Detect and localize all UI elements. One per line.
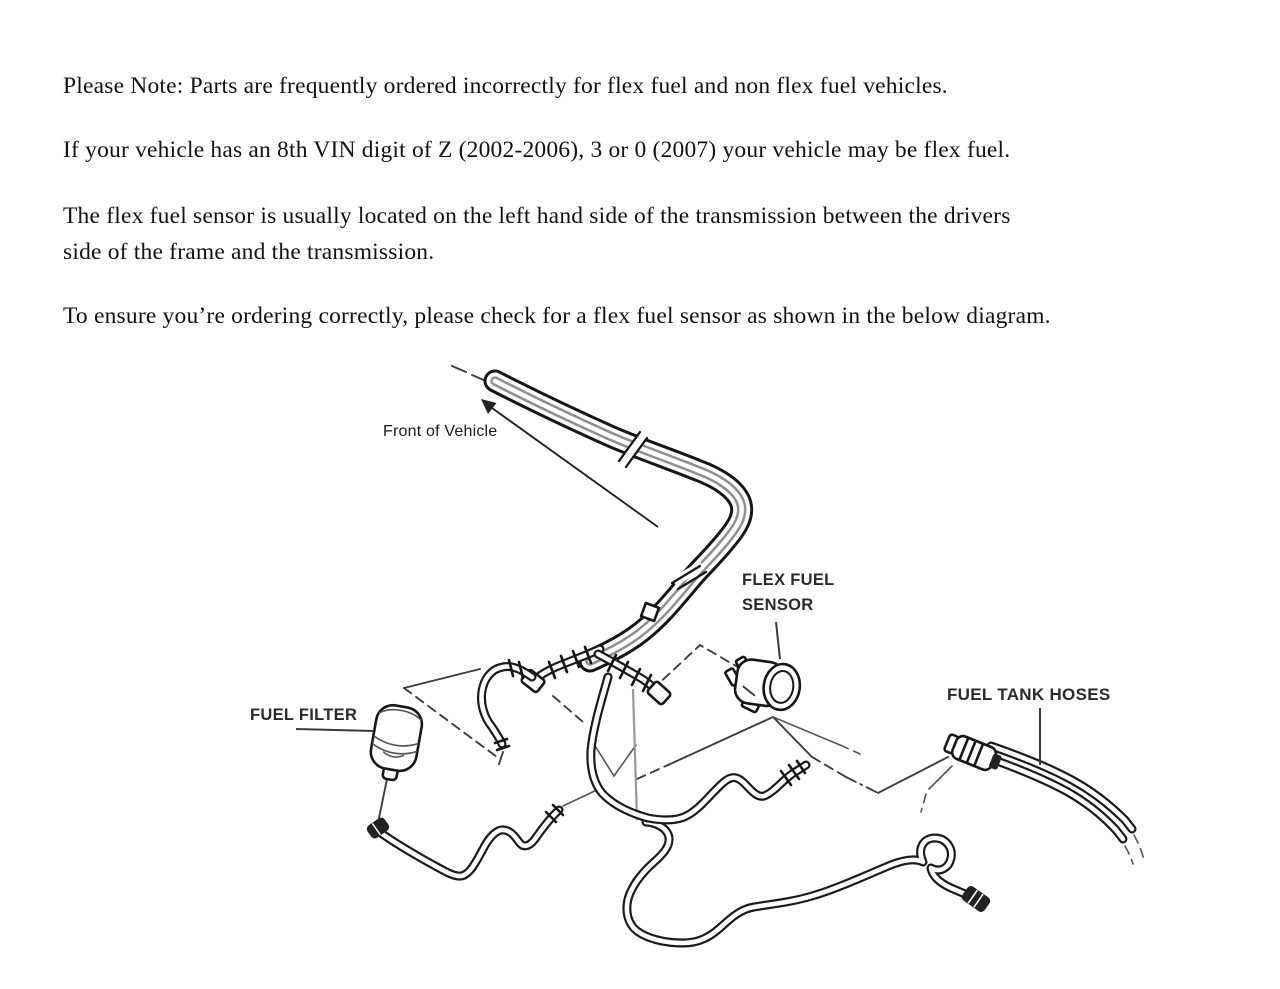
fuel-filter bbox=[366, 703, 424, 784]
fuel-line-fittings-cluster bbox=[521, 647, 672, 705]
drop-leader-line bbox=[633, 689, 637, 820]
paragraph-vin: If your vehicle has an 8th VIN digit of Z (2002-2006), 3 or 0 (2007) your vehicle may be flex fuel. bbox=[63, 137, 1011, 163]
front-fuel-line bbox=[366, 774, 599, 876]
paragraph-ensure: To ensure you’re ordering correctly, please check for a flex fuel sensor as shown in the below diagram. bbox=[63, 303, 1051, 329]
paragraph-location-line1: The flex fuel sensor is usually located on the left hand side of the transmission between the drivers bbox=[63, 203, 1011, 229]
flex-fuel-sensor-leader bbox=[776, 622, 780, 659]
flex-fuel-sensor-label-line2: SENSOR bbox=[742, 596, 814, 614]
front-of-vehicle-label: Front of Vehicle bbox=[383, 423, 498, 440]
fuel-filter-leader bbox=[296, 729, 374, 731]
paragraph-note: Please Note: Parts are frequently ordered incorrectly for flex fuel and non flex fuel vehicles. bbox=[63, 73, 948, 99]
flex-fuel-sensor bbox=[720, 654, 803, 718]
fuel-filter-label: FUEL FILTER bbox=[250, 706, 358, 724]
tank-hose-connector bbox=[943, 731, 1004, 774]
fuel-tank-hoses bbox=[943, 731, 1132, 839]
bundle-clip-tab bbox=[641, 603, 659, 621]
rear-fuel-line bbox=[627, 822, 991, 943]
flex-fuel-sensor-label-line1: FLEX FUEL bbox=[742, 571, 835, 589]
rear-line-end-fitting bbox=[961, 885, 991, 913]
paragraph-location-line2: side of the frame and the transmission. bbox=[63, 239, 435, 265]
fuel-tank-hoses-label: FUEL TANK HOSES bbox=[947, 685, 1111, 704]
fuel-supply-hose bbox=[481, 660, 532, 764]
